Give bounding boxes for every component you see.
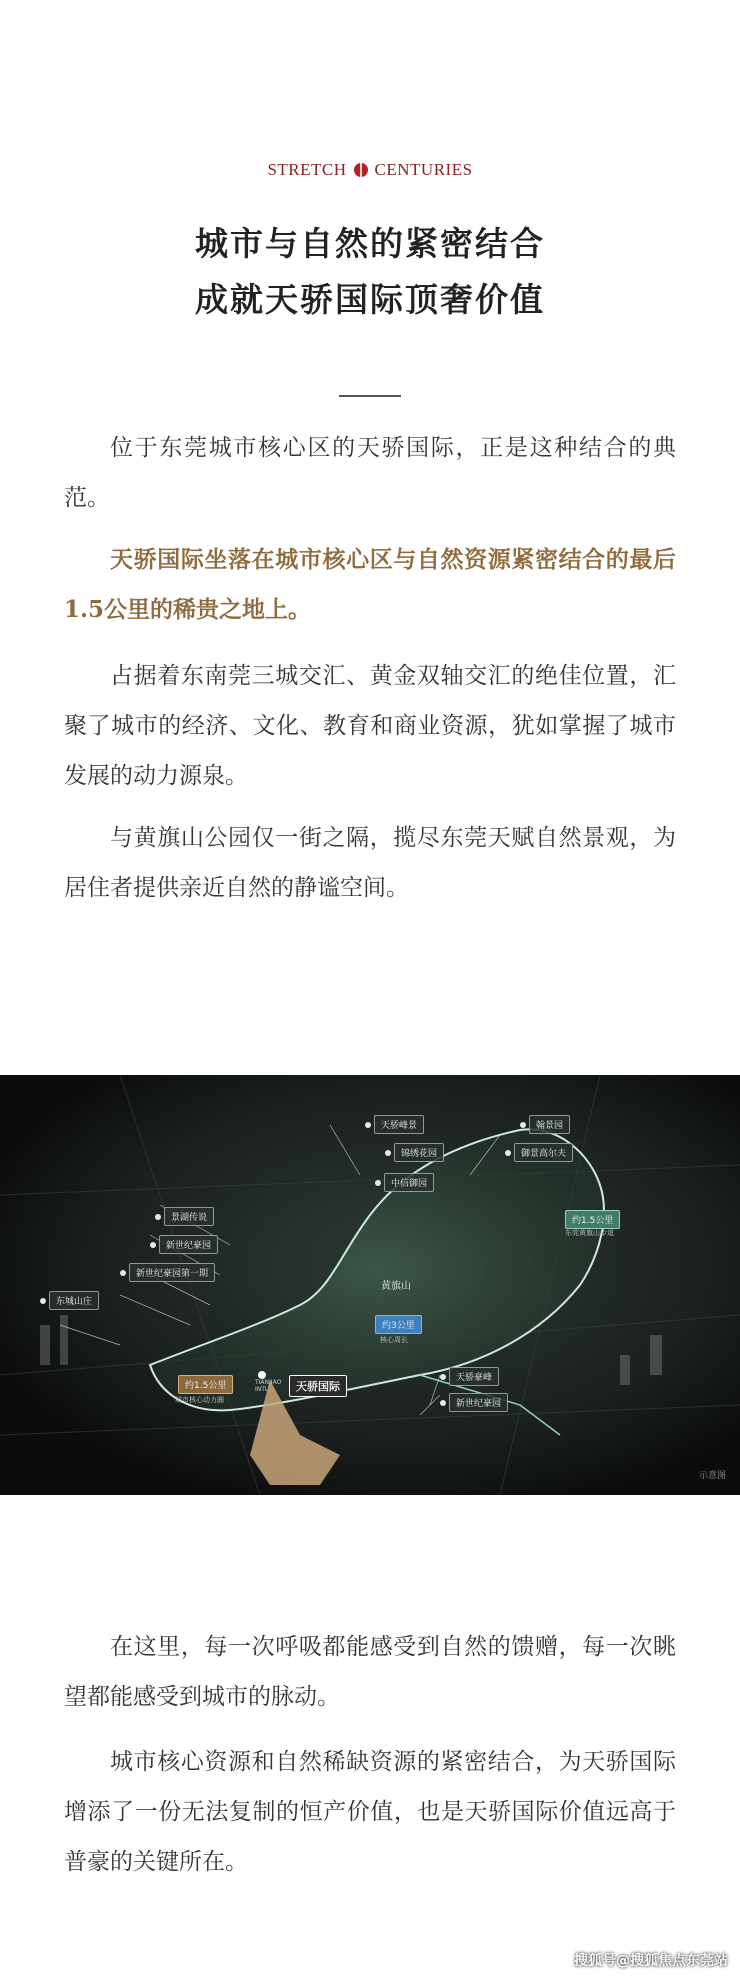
map-label: 景湖传说 xyxy=(155,1207,214,1226)
map-label: 天骄豪峰 xyxy=(440,1367,499,1386)
map-sublabel: 核心周长 xyxy=(380,1336,408,1344)
paragraph-location: 占据着东南莞三城交汇、黄金双轴交汇的绝佳位置，汇聚了城市的经济、文化、教育和商业资源，犹如掌握了城市发展的动力源泉。 xyxy=(64,663,676,789)
map-label-distance: 约1.5公里 xyxy=(178,1375,233,1394)
map-label: 翰景园 xyxy=(520,1115,570,1134)
map-label: 中信御园 xyxy=(375,1173,434,1192)
map-label: 新世纪豪园 xyxy=(150,1235,218,1254)
headline-line-2: 成就天骄国际顶奢价值 xyxy=(195,280,545,319)
map-label: 东城山庄 xyxy=(40,1291,99,1310)
map-label: 御景高尔夫 xyxy=(505,1143,573,1162)
paragraph-breath: 在这里，每一次呼吸都能感受到自然的馈赠，每一次眺望都能感受到城市的脉动。 xyxy=(64,1634,676,1710)
paragraph-park: 与黄旗山公园仅一街之隔，揽尽东莞天赋自然景观，为居住者提供亲近自然的静谧空间。 xyxy=(64,825,676,901)
brand-right-text: CENTURIES xyxy=(374,160,473,179)
brand-logo xyxy=(0,160,740,180)
watermark: 搜狐号@搜狐焦点东莞站 xyxy=(574,1953,728,1969)
map-label: 天骄峰景 xyxy=(365,1115,424,1134)
map-sublabel: 城市核心动力圈 xyxy=(175,1396,224,1404)
map-sublabel: 东莞黄旗山步道 xyxy=(565,1229,614,1237)
map-label: 新世纪豪园 xyxy=(440,1393,508,1412)
headline-line-1: 城市与自然的紧密结合 xyxy=(195,224,545,263)
divider-rule xyxy=(339,395,401,397)
paragraph-highlight: 天骄国际坐落在城市核心区与自然资源紧密结合的最后1.5公里的稀贵之地上。 xyxy=(64,546,676,623)
map-label: 锦绣花园 xyxy=(385,1143,444,1162)
paragraph-intro: 位于东莞城市核心区的天骄国际，正是这种结合的典范。 xyxy=(64,435,676,511)
project-label: TIANJIAO INTL 天骄国际 xyxy=(255,1375,347,1397)
map-label-distance: 约1.5公里 xyxy=(565,1210,620,1229)
map-label-distance: 约3公里 xyxy=(375,1315,422,1334)
brand-left-text: STRETCH xyxy=(267,160,347,179)
location-map xyxy=(0,1075,740,1495)
map-note: 示意图 xyxy=(698,1471,726,1481)
map-label-park: 黄旗山 xyxy=(381,1281,411,1292)
map-label: 新世纪豪园第一期 xyxy=(120,1263,215,1282)
paragraph-value: 城市核心资源和自然稀缺资源的紧密结合，为天骄国际增添了一份无法复制的恒产价值，也是天骄国际价值远高于普豪的关键所在。 xyxy=(64,1749,676,1875)
map-graphic xyxy=(0,1075,740,1495)
brand-mark-icon xyxy=(353,162,369,178)
